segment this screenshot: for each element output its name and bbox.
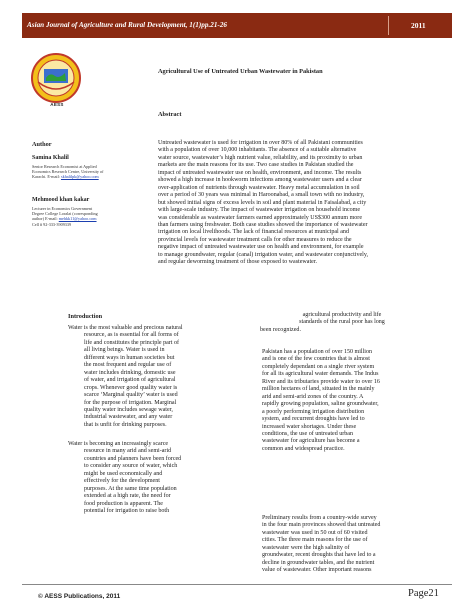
text-line: quality water includes sewage water, [84, 406, 173, 413]
abstract-line: but showed initial signs of excess levels in soil and plant material in Faisalabad, a city [158, 199, 367, 206]
text-line: Water is becoming an increasingly scarce [68, 441, 169, 447]
text-line: resource in many arid and semi-arid [84, 448, 172, 455]
text-line: industrial wastewater, and any water [84, 414, 173, 421]
text-line: for the purpose of irrigation. Marginal [84, 399, 177, 406]
text-line: completely dependant on a single river system [262, 363, 375, 370]
abstract-line: negative impact of untreated wastewater use on health and environment, for example [158, 244, 364, 251]
text-line: food production is apparent. The [84, 500, 163, 507]
left-paragraph-2 [68, 441, 252, 516]
header-divider [388, 16, 389, 35]
left-paragraph-1 [68, 325, 252, 429]
abstract-line: than farmers using freshwater. Both case studies showed the importance of wastewater [158, 221, 368, 228]
author-2-name: Mehmood khan kakar [32, 197, 90, 203]
affiliation-line: Lecturer in Economics Government [32, 206, 93, 211]
author-2-email-link[interactable]: mehkk11@yahoo.com [58, 216, 97, 222]
text-line: crops. Whenever good quality water is [84, 384, 178, 391]
author-heading: Author [32, 141, 52, 148]
text-line: decline in groundwater tables, and the nutrient [262, 559, 375, 566]
logo-caption: AESS [50, 102, 64, 107]
text-line: arid and semi-arid zones of the country. A [262, 393, 364, 400]
text-line: groundwater, recent droughts that have led to a [262, 552, 376, 559]
abstract-heading: Abstract [158, 111, 182, 118]
text-line: and is one of the few countries that is almost [262, 356, 370, 363]
text-line: all living beings. Water is used in [84, 347, 165, 354]
footer-divider [22, 584, 452, 585]
text-line: scarce ‘Marginal quality’ water is used [84, 392, 178, 399]
paper-title: Agricultural Use of Untreated Urban Wastewater in Pakistan [158, 68, 323, 75]
text-line: water includes drinking, domestic use [84, 369, 176, 376]
abstract-line: markets are the main reasons for its use. Two case studies in Pakistan studied the [158, 162, 354, 169]
text-line: rapidly growing population, saline groundwater, [262, 401, 379, 408]
right-paragraph-1 [262, 349, 442, 453]
text-line: wastewater for agriculture has become a [262, 438, 360, 445]
text-line: been recognized. [260, 326, 301, 333]
abstract-line: provincial levels for wastewater treatment calls for other measures to reduce the [158, 236, 352, 243]
text-line: standards of the rural poor has long [299, 319, 385, 326]
footer-publisher: © AESS Publications, 2011 [38, 593, 121, 600]
text-line: might be used economically and [84, 470, 163, 477]
introduction-heading: Introduction [68, 313, 103, 320]
text-line: Preliminary results from a country-wide survey [262, 515, 377, 521]
abstract-line: over a period of 30 years was minimal in Haroonabad, a small town with no industry, [158, 192, 365, 199]
author-1-affiliation [32, 164, 147, 180]
abstract-line: and regular deworming treatment of those exposed to wastewater. [158, 259, 318, 266]
right-paragraph-0 [262, 312, 422, 334]
text-line: resource, as is essential for all forms of [84, 332, 179, 339]
text-line: different ways in human societies but [84, 354, 175, 361]
text-line: value of wastewater. Other important reasons [262, 567, 372, 574]
text-line: wastewater was used in 50 out of 60 visited [262, 529, 368, 536]
text-line: Water is the most valuable and precious natural [68, 325, 183, 331]
journal-year: 2011 [411, 21, 426, 30]
abstract-line: water source, wastewater’s high nutrient value, reliability, and its proximity to urban [158, 154, 363, 161]
affiliation-line: Degree College Loralai (corresponding [32, 211, 98, 217]
abstract-body [158, 140, 454, 267]
affiliation-line: Economics Research Centre, University of [32, 169, 104, 175]
page-number: Page21 [408, 588, 439, 599]
abstract-line: irrigation on local livelihoods. The lack of financial resources at municipal and [158, 229, 349, 236]
text-line: system, and recurrent droughts have led to [262, 416, 365, 423]
author-1-email-link[interactable]: skhalilpk@yahoo.com [60, 174, 99, 180]
right-paragraph-2 [262, 515, 442, 575]
text-line: increased water shortages. Under these [262, 423, 357, 430]
text-line: million hectares of land, situated in the mainly [262, 386, 375, 393]
text-line: River and its tributaries provide water to over 16 [262, 378, 380, 385]
abstract-line: over-application of nutrients through wastewater. Heavy metal accumulation in soil [158, 184, 360, 191]
journal-header-bar [22, 13, 452, 38]
text-line: cities. The three main reasons for the use of [262, 537, 368, 544]
abstract-line: impact of untreated wastewater use on health, environment, and income. The results [158, 169, 362, 176]
text-line: extended at a high rate, the need for [84, 493, 171, 500]
author-2-affiliation [32, 206, 147, 227]
text-line: to consider any source of water, which [84, 463, 178, 470]
abstract-line: with large-scale industry. The impact of wastewater irrigation on household income [158, 207, 361, 214]
text-line: countries and planners have been forced [84, 455, 182, 462]
text-line: effectively for the development [84, 478, 160, 485]
text-line: a poorly performing irrigation distribution [262, 408, 365, 415]
text-line: wastewater were the high salinity of [262, 544, 350, 551]
text-line: common and widespread practice. [262, 445, 345, 452]
journal-title: Asian Journal of Agriculture and Rural Development, 1(1)pp.21-26 [27, 21, 228, 29]
text-line: purposes. At the same time population [84, 485, 177, 492]
text-line: of water, and irrigation of agricultural [84, 377, 176, 384]
text-line: conditions, the use of untreated urban [262, 430, 354, 437]
author-1-name: Samina Khalil [32, 155, 69, 161]
abstract-line: showed a high increase in hookworm infections among wastewater users and a clear [158, 177, 362, 184]
affiliation-line: Senior Research Economist at Applied [32, 164, 97, 169]
abstract-line: to manage groundwater, regular (canal) irrigation water, and wastewater conjunctively, [158, 251, 369, 258]
text-line: the most frequent and regular use of [84, 362, 172, 369]
text-line: that is unfit for drinking purposes. [84, 421, 167, 428]
text-line: Pakistan has a population of over 150 million [262, 349, 373, 355]
text-line: potential for irrigation to raise both [84, 508, 170, 515]
aess-logo-icon [30, 52, 82, 104]
affiliation-line: author) E-mail: mehkk11@yahoo.com [32, 216, 97, 222]
text-line: agricultural productivity and life [302, 312, 382, 318]
author-2-cell: Cell # 92-333-3909339 [32, 221, 72, 227]
abstract-line: with a population of over 10,000 inhabitants. The absence of a suitable alternative [158, 147, 357, 154]
text-line: for all its agricultural water demands. The Indus [262, 371, 379, 378]
abstract-line: was considerable as wastewater farmers earned approximately US$300 annum more [158, 214, 363, 221]
text-line: in the four main provinces showed that untreated [262, 522, 381, 529]
text-line: life and constitutes the principle part of [84, 339, 180, 346]
abstract-line: Untreated wastewater is used for irrigation in over 80% of all Pakistani communities [158, 140, 363, 146]
affiliation-line: Karachi. E-mail: skhalilpk@yahoo.com [32, 174, 99, 180]
